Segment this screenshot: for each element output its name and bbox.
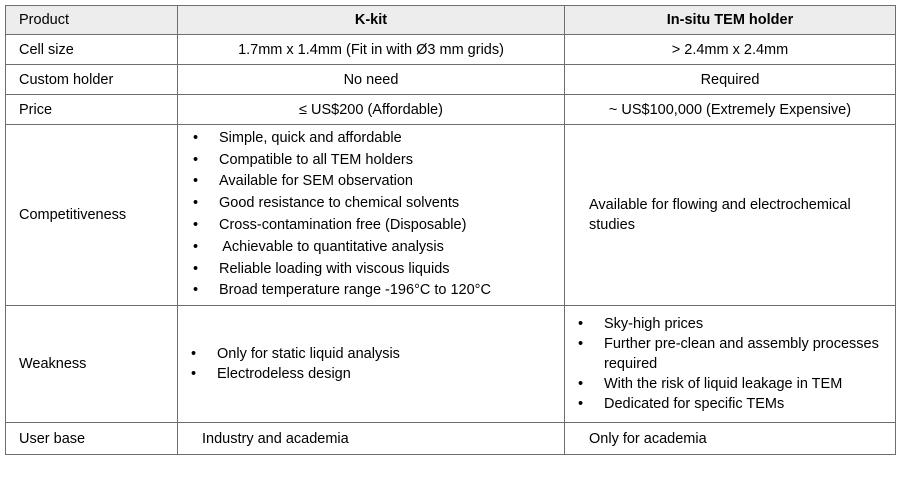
row-competitiveness xyxy=(6,125,896,306)
bullet: • xyxy=(191,366,197,382)
tem-custom-holder: Required xyxy=(565,65,896,95)
list-item: • Cross-contamination free (Disposable) xyxy=(192,215,552,237)
row-label: User base xyxy=(6,423,178,455)
bullet: • xyxy=(193,217,199,233)
list-item: • Reliable loading with viscous liquids xyxy=(192,259,552,281)
bullet: • xyxy=(193,129,199,146)
list-item: • Achievable to quantitative analysis xyxy=(192,237,552,259)
kkit-price: ≤ US$200 (Affordable) xyxy=(178,95,565,125)
list-item: • Broad temperature range -196°C to 120°C xyxy=(192,280,552,302)
row-cell-size xyxy=(6,35,896,65)
list-item: • Good resistance to chemical solvents xyxy=(192,193,552,215)
tem-competitiveness: Available for flowing and electrochemical studies xyxy=(565,125,896,306)
bullet: • xyxy=(193,238,199,255)
tem-weakness xyxy=(565,306,896,423)
header-product: Product xyxy=(6,6,178,35)
tem-price: ~ US$100,000 (Extremely Expensive) xyxy=(565,95,896,125)
row-label: Cell size xyxy=(6,35,178,65)
list-item: • Compatible to all TEM holders xyxy=(192,150,552,172)
kkit-custom-holder: No need xyxy=(178,65,565,95)
row-custom-holder xyxy=(6,65,896,95)
list-item: • Available for SEM observation xyxy=(192,171,552,193)
row-price xyxy=(6,95,896,125)
list-item: • Simple, quick and affordable xyxy=(192,128,552,150)
kkit-user-base: Industry and academia xyxy=(178,423,565,455)
bullet: • xyxy=(193,260,199,277)
row-label: Price xyxy=(6,95,178,125)
comparison-table xyxy=(5,5,896,455)
bullet: • xyxy=(191,346,197,362)
tem-cell-size: > 2.4mm x 2.4mm xyxy=(565,35,896,65)
row-label: Competitiveness xyxy=(6,125,178,306)
bullet: • xyxy=(578,396,584,412)
list-item: • With the risk of liquid leakage in TEM xyxy=(578,376,843,392)
bullet: • xyxy=(193,151,199,168)
kkit-competitiveness-list xyxy=(192,128,552,302)
bullet: • xyxy=(193,282,199,299)
list-item: • Electrodeless design xyxy=(191,366,351,382)
bullet: • xyxy=(578,316,584,332)
bullet: • xyxy=(193,195,199,212)
row-user-base xyxy=(6,423,896,455)
header-row xyxy=(6,6,896,35)
row-label: Custom holder xyxy=(6,65,178,95)
tem-user-base: Only for academia xyxy=(565,423,896,455)
list-item: • Further pre-clean and assembly processes required xyxy=(578,336,879,372)
bullet: • xyxy=(193,173,199,190)
kkit-competitiveness xyxy=(178,125,565,306)
list-item: • Dedicated for specific TEMs xyxy=(578,396,785,412)
header-kkit: K-kit xyxy=(178,6,565,35)
bullet: • xyxy=(578,336,584,352)
kkit-weakness-list xyxy=(190,344,552,384)
list-item: • Only for static liquid analysis xyxy=(191,346,400,362)
list-item: • Sky-high prices xyxy=(578,316,704,332)
comparison-table-container xyxy=(5,5,896,455)
bullet: • xyxy=(578,376,584,392)
row-weakness xyxy=(6,306,896,423)
header-tem-holder: In-situ TEM holder xyxy=(565,6,896,35)
kkit-weakness xyxy=(178,306,565,423)
row-label: Weakness xyxy=(6,306,178,423)
kkit-cell-size: 1.7mm x 1.4mm (Fit in with Ø3 mm grids) xyxy=(178,35,565,65)
tem-weakness-list xyxy=(577,314,883,414)
